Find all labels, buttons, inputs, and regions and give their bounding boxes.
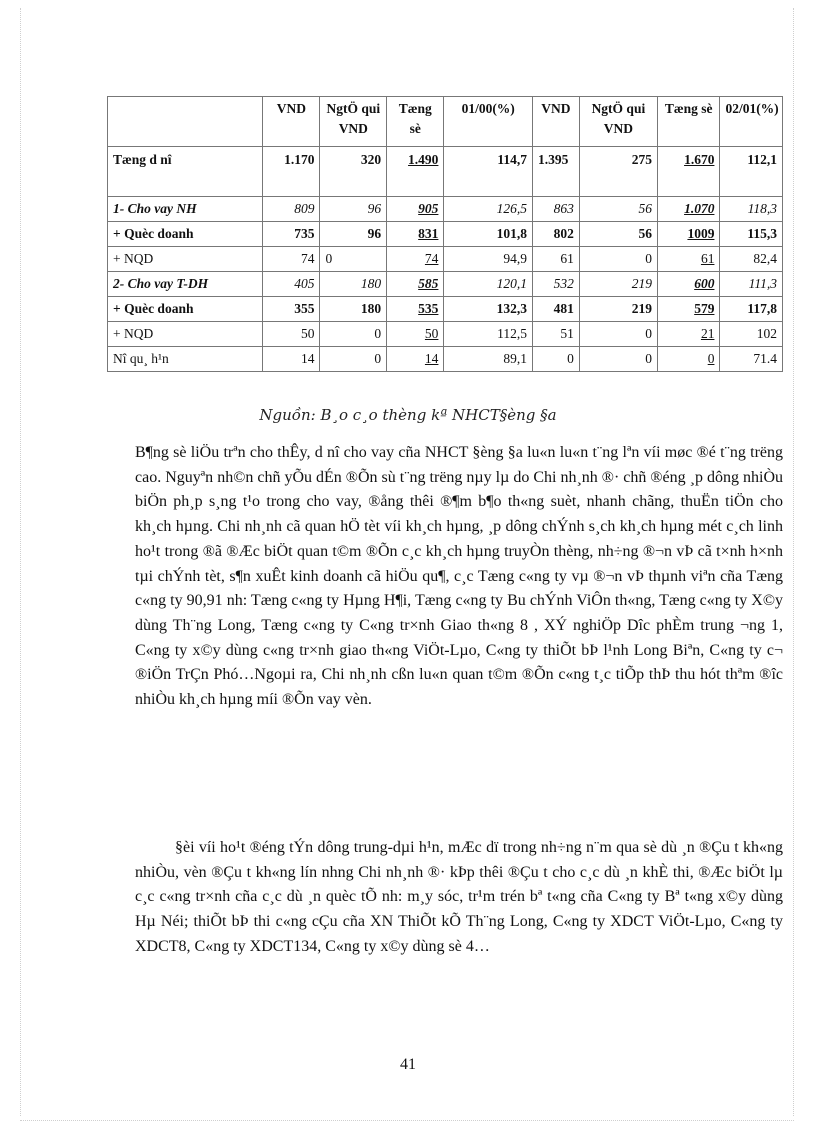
- cell: 0: [320, 247, 387, 272]
- cell: 1.070: [657, 197, 719, 222]
- loan-table: [107, 96, 783, 372]
- cell: 585: [387, 272, 444, 297]
- cell: 1009: [657, 222, 719, 247]
- cell: 14: [387, 347, 444, 372]
- cell: 1.395: [532, 147, 579, 197]
- cell: 481: [532, 297, 579, 322]
- cell: 101,8: [444, 222, 533, 247]
- header-cell: 02/01(%): [720, 97, 783, 147]
- header-cell: [108, 97, 263, 147]
- row-label: Tæng d nî: [108, 147, 263, 197]
- cell: 600: [657, 272, 719, 297]
- cell: 320: [320, 147, 387, 197]
- table-row: [108, 222, 783, 247]
- row-label: + NQD: [108, 247, 263, 272]
- table-row: [108, 322, 783, 347]
- page-number: 41: [400, 1056, 416, 1073]
- cell: 96: [320, 197, 387, 222]
- cell: 579: [657, 297, 719, 322]
- table-row: [108, 147, 783, 197]
- cell: 14: [263, 347, 320, 372]
- cell: 112,1: [720, 147, 783, 197]
- cell: 74: [387, 247, 444, 272]
- cell: 180: [320, 272, 387, 297]
- cell: 831: [387, 222, 444, 247]
- cell: 61: [657, 247, 719, 272]
- cell: 735: [263, 222, 320, 247]
- cell: 1.490: [387, 147, 444, 197]
- cell: 115,3: [720, 222, 783, 247]
- cell: 50: [263, 322, 320, 347]
- header-cell: Tæng sè: [387, 97, 444, 147]
- cell: 71.4: [720, 347, 783, 372]
- cell: 132,3: [444, 297, 533, 322]
- cell: 21: [657, 322, 719, 347]
- cell: 1.670: [657, 147, 719, 197]
- cell: 51: [532, 322, 579, 347]
- cell: 405: [263, 272, 320, 297]
- table-source-note: Nguồn: B¸o c¸o thèng kª NHCT§èng §a: [259, 406, 557, 424]
- cell: 56: [579, 222, 657, 247]
- cell: 0: [579, 347, 657, 372]
- header-cell: NgtÖ qui VND: [579, 97, 657, 147]
- cell: 56: [579, 197, 657, 222]
- cell: 0: [320, 347, 387, 372]
- table-row: [108, 197, 783, 222]
- table-header-row: [108, 97, 783, 147]
- cell: 96: [320, 222, 387, 247]
- row-label: + Quèc doanh: [108, 222, 263, 247]
- header-cell: VND: [532, 97, 579, 147]
- cell: 275: [579, 147, 657, 197]
- table-row: [108, 247, 783, 272]
- header-cell: VND: [263, 97, 320, 147]
- cell: 1.170: [263, 147, 320, 197]
- cell: 74: [263, 247, 320, 272]
- cell: 114,7: [444, 147, 533, 197]
- header-cell: Tæng sè: [657, 97, 719, 147]
- cell: 89,1: [444, 347, 533, 372]
- row-label: 1- Cho vay NH: [108, 197, 263, 222]
- cell: 802: [532, 222, 579, 247]
- cell: 355: [263, 297, 320, 322]
- cell: 0: [532, 347, 579, 372]
- header-cell: NgtÖ qui VND: [320, 97, 387, 147]
- body-paragraph: §èi víi ho¹t ®éng tÝn dông trung-dµi h¹n, mÆc dï trong nh÷ng n¨m qua sè dù ¸n ®Çu t kh«ng nhiÒu, vèn ®Çu t kh«ng lín nhng Chi nh¸nh ®· kÞp thêi ®Çu t cho c¸c dù ¸n khÈ thi, ®Æc biÖt lµ c¸c c«ng tr×nh cña c¸c dù ¸n quèc tÕ nh: m¸y sóc, tr¹m trén bª t«ng cña C«ng ty Bª t«ng x©y dùng Hµ Néi; thiÕt bÞ thi c«ng cÇu cña XN ThiÕt kÕ Th¨ng Long, C«ng ty XDCT ViÖt-Lµo, C«ng ty XDCT8, C«ng ty XDCT134, C«ng ty x©y dùng sè 4…: [135, 839, 783, 955]
- cell: 94,9: [444, 247, 533, 272]
- cell: 535: [387, 297, 444, 322]
- cell: 117,8: [720, 297, 783, 322]
- row-label: 2- Cho vay T-DH: [108, 272, 263, 297]
- page-bottom-border: [20, 1120, 794, 1121]
- cell: 111,3: [720, 272, 783, 297]
- cell: 180: [320, 297, 387, 322]
- table-row: [108, 297, 783, 322]
- cell: 82,4: [720, 247, 783, 272]
- table-row: [108, 272, 783, 297]
- row-label: + NQD: [108, 322, 263, 347]
- table-row: [108, 347, 783, 372]
- row-label: + Quèc doanh: [108, 297, 263, 322]
- cell: 0: [320, 322, 387, 347]
- cell: 102: [720, 322, 783, 347]
- cell: 219: [579, 272, 657, 297]
- cell: 0: [579, 322, 657, 347]
- cell: 0: [579, 247, 657, 272]
- cell: 50: [387, 322, 444, 347]
- cell: 863: [532, 197, 579, 222]
- cell: 532: [532, 272, 579, 297]
- header-cell: 01/00(%): [444, 97, 533, 147]
- body-paragraph: B¶ng sè liÖu trªn cho thÊy, d nî cho vay cña NHCT §èng §a lu«n lu«n t¨ng lªn víi møc ®é t¨ng trëng cao. Nguyªn nh©n chñ yÕu dÉn ®Õn sù t¨ng trëng nµy lµ do Chi nh¸nh ®· chñ ®éng ¸p dông nhiÒu biÖn ph¸p s¸ng t¹o trong cho vay, ®ång thêi ®¶m b¶o th«ng suèt, nhanh chãng, thuËn tiÖn cho kh¸ch hµng. Chi nh¸nh cã quan hÖ tèt víi kh¸ch hµng, ¸p dông chÝnh s¸ch kh¸ch hµng mét c¸ch linh ho¹t trong ®ã ®Æc biÖt quan t©m ®Õn c¸c kh¸ch hµng truyÒn thèng, nh÷ng ®¬n vÞ cã t×nh h×nh tµi chÝnh tèt, s¶n xuÊt kinh doanh cã hiÖu qu¶, c¸c Tæng c«ng ty vµ ®¬n vÞ thµnh viªn cña Tæng c«ng ty 90,91 nh: Tæng c«ng ty Hµng H¶i, Tæng c«ng ty Bu chÝnh ViÔn th«ng, Tæng c«ng ty X©y dùng Th¨ng Long, Tæng c«ng ty C«ng tr×nh Giao th«ng 8 , XÝ nghiÖp Dîc phÈm trung ¬ng 1, C«ng ty x©y dùng c«ng tr×nh giao th«ng ViÖt-Lµo, C«ng ty thiÕt bÞ l¹nh Long Biªn, C«ng ty c¬ ®iÖn TrÇn Phó…Ngoµi ra, Chi nh¸nh cßn lu«n quan t©m ®Õn c«ng t¸c tiÕp thÞ thu hót thªm ®îc nhiÒu kh¸ch hµng míi ®Õn vay vèn.: [135, 444, 783, 709]
- cell: 61: [532, 247, 579, 272]
- cell: 219: [579, 297, 657, 322]
- cell: 112,5: [444, 322, 533, 347]
- row-label: Nî qu¸ h¹n: [108, 347, 263, 372]
- cell: 905: [387, 197, 444, 222]
- cell: 809: [263, 197, 320, 222]
- cell: 118,3: [720, 197, 783, 222]
- cell: 120,1: [444, 272, 533, 297]
- cell: 0: [657, 347, 719, 372]
- cell: 126,5: [444, 197, 533, 222]
